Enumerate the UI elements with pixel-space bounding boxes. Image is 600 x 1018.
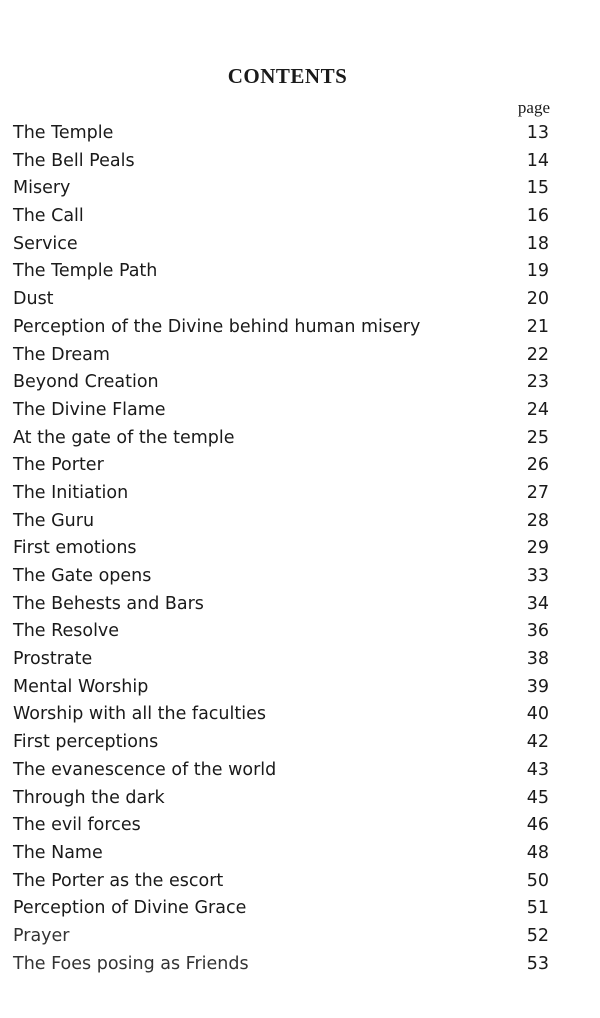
toc-entry-title: First perceptions (13, 732, 159, 753)
toc-entry (13, 757, 549, 785)
toc-entry-page: 20 (526, 289, 549, 310)
toc-entry-title: Perception of the Divine behind human misery (13, 316, 421, 337)
toc-entry-page: 19 (526, 261, 549, 282)
toc-entry (13, 923, 549, 951)
toc-entry-page: 45 (526, 787, 549, 808)
toc-entry (13, 397, 549, 425)
toc-entry-page: 39 (526, 676, 549, 697)
toc-entry-title: The Behests and Bars (13, 593, 204, 614)
toc-entry-title: The evanescence of the world (13, 759, 277, 780)
toc-entry-page: 23 (526, 372, 549, 393)
toc-entry-page: 21 (526, 316, 549, 337)
toc-entry-title: Through the dark (13, 787, 165, 808)
toc-entry-page: 15 (526, 178, 549, 199)
toc-entry (13, 148, 549, 176)
toc-entry (13, 480, 549, 508)
toc-entry-title: Mental Worship (13, 676, 149, 697)
toc-entry-page: 46 (526, 815, 549, 836)
toc-entry-page: 53 (526, 953, 549, 974)
toc-entry-title: The Dream (13, 344, 110, 365)
page-column-header: page (517, 98, 550, 117)
toc-entry (13, 258, 549, 286)
toc-entry (13, 342, 549, 370)
toc-entry (13, 231, 549, 259)
toc-entry (13, 508, 549, 536)
toc-entry-title: Perception of Divine Grace (13, 898, 247, 919)
toc-entry-page: 27 (526, 482, 549, 503)
toc-entry (13, 369, 549, 397)
toc-entry-page: 34 (526, 593, 549, 614)
toc-entry-title: The Foes posing as Friends (13, 953, 249, 974)
toc-entry-page: 14 (526, 150, 549, 171)
toc-entry (13, 785, 549, 813)
toc-entry-title: The Name (13, 842, 103, 863)
toc-entry-title: The Call (13, 206, 84, 227)
toc-entry-page: 36 (526, 621, 549, 642)
toc-entry-page: 22 (526, 344, 549, 365)
toc-entry-page: 50 (526, 870, 549, 891)
toc-entry-title: Prostrate (13, 649, 93, 670)
toc-entry (13, 563, 549, 591)
toc-entry-page: 33 (526, 566, 549, 586)
toc-entry-page: 51 (526, 898, 549, 919)
toc-entry-title: Beyond Creation (13, 372, 159, 393)
toc-entry (13, 535, 549, 563)
toc-entry-title: The Divine Flame (13, 399, 166, 420)
toc-entry (13, 452, 549, 480)
toc-entry-title: The Initiation (13, 482, 129, 503)
toc-entry-page: 42 (526, 732, 549, 753)
toc-entry-page: 38 (526, 649, 549, 670)
toc-entry (13, 895, 549, 923)
toc-entry (13, 701, 549, 729)
toc-entry (13, 812, 549, 840)
toc-entry (13, 618, 549, 646)
toc-entry (13, 951, 549, 979)
toc-entry-page: 16 (526, 206, 549, 227)
toc-entry-title: The Guru (13, 510, 95, 531)
toc-entry-page: 18 (526, 233, 549, 254)
toc-entry (13, 674, 549, 702)
toc-entry (13, 646, 549, 674)
toc-entry-page: 13 (526, 123, 549, 143)
toc-entry (13, 729, 549, 757)
toc-entry-title: The Resolve (13, 621, 120, 642)
toc-entry-title: The Gate opens (13, 566, 152, 586)
toc-entry (13, 286, 549, 314)
toc-entry-page: 26 (526, 455, 549, 476)
toc-entry-title: The evil forces (13, 815, 141, 836)
toc-entry-page: 24 (526, 399, 549, 420)
toc-entry-title: At the gate of the temple (13, 427, 235, 448)
toc-entry-page: 28 (526, 510, 549, 531)
toc-entry-title: First emotions (13, 538, 137, 559)
toc-entry (13, 175, 549, 203)
toc-entry-title: Misery (13, 178, 71, 199)
toc-entry-title: Worship with all the faculties (13, 704, 266, 725)
toc-entry (13, 203, 549, 231)
toc-entry (13, 840, 549, 868)
toc-entry-page: 29 (526, 538, 549, 559)
toc-entry-page: 43 (526, 759, 549, 780)
toc-entry-title: Service (13, 233, 78, 254)
toc-entry-title: Dust (13, 289, 54, 310)
toc-entry-title: The Porter (13, 455, 104, 476)
toc-entry (13, 868, 549, 896)
toc-entry (13, 120, 549, 148)
toc-entry-title: The Temple Path (13, 261, 158, 282)
toc-entry (13, 591, 549, 619)
toc-entry-title: Prayer (13, 925, 70, 946)
toc-entry-title: The Temple (13, 123, 114, 143)
toc-entry-page: 40 (526, 704, 549, 725)
toc-entry (13, 425, 549, 453)
toc-entry-page: 25 (526, 427, 549, 448)
toc-entry-page: 52 (526, 925, 549, 946)
toc-entry-title: The Bell Peals (13, 150, 135, 171)
page-title: CONTENTS (227, 64, 348, 88)
toc-entry-page: 48 (526, 842, 549, 863)
table-of-contents (13, 120, 549, 978)
toc-entry-title: The Porter as the escort (13, 870, 224, 891)
toc-entry (13, 314, 549, 342)
